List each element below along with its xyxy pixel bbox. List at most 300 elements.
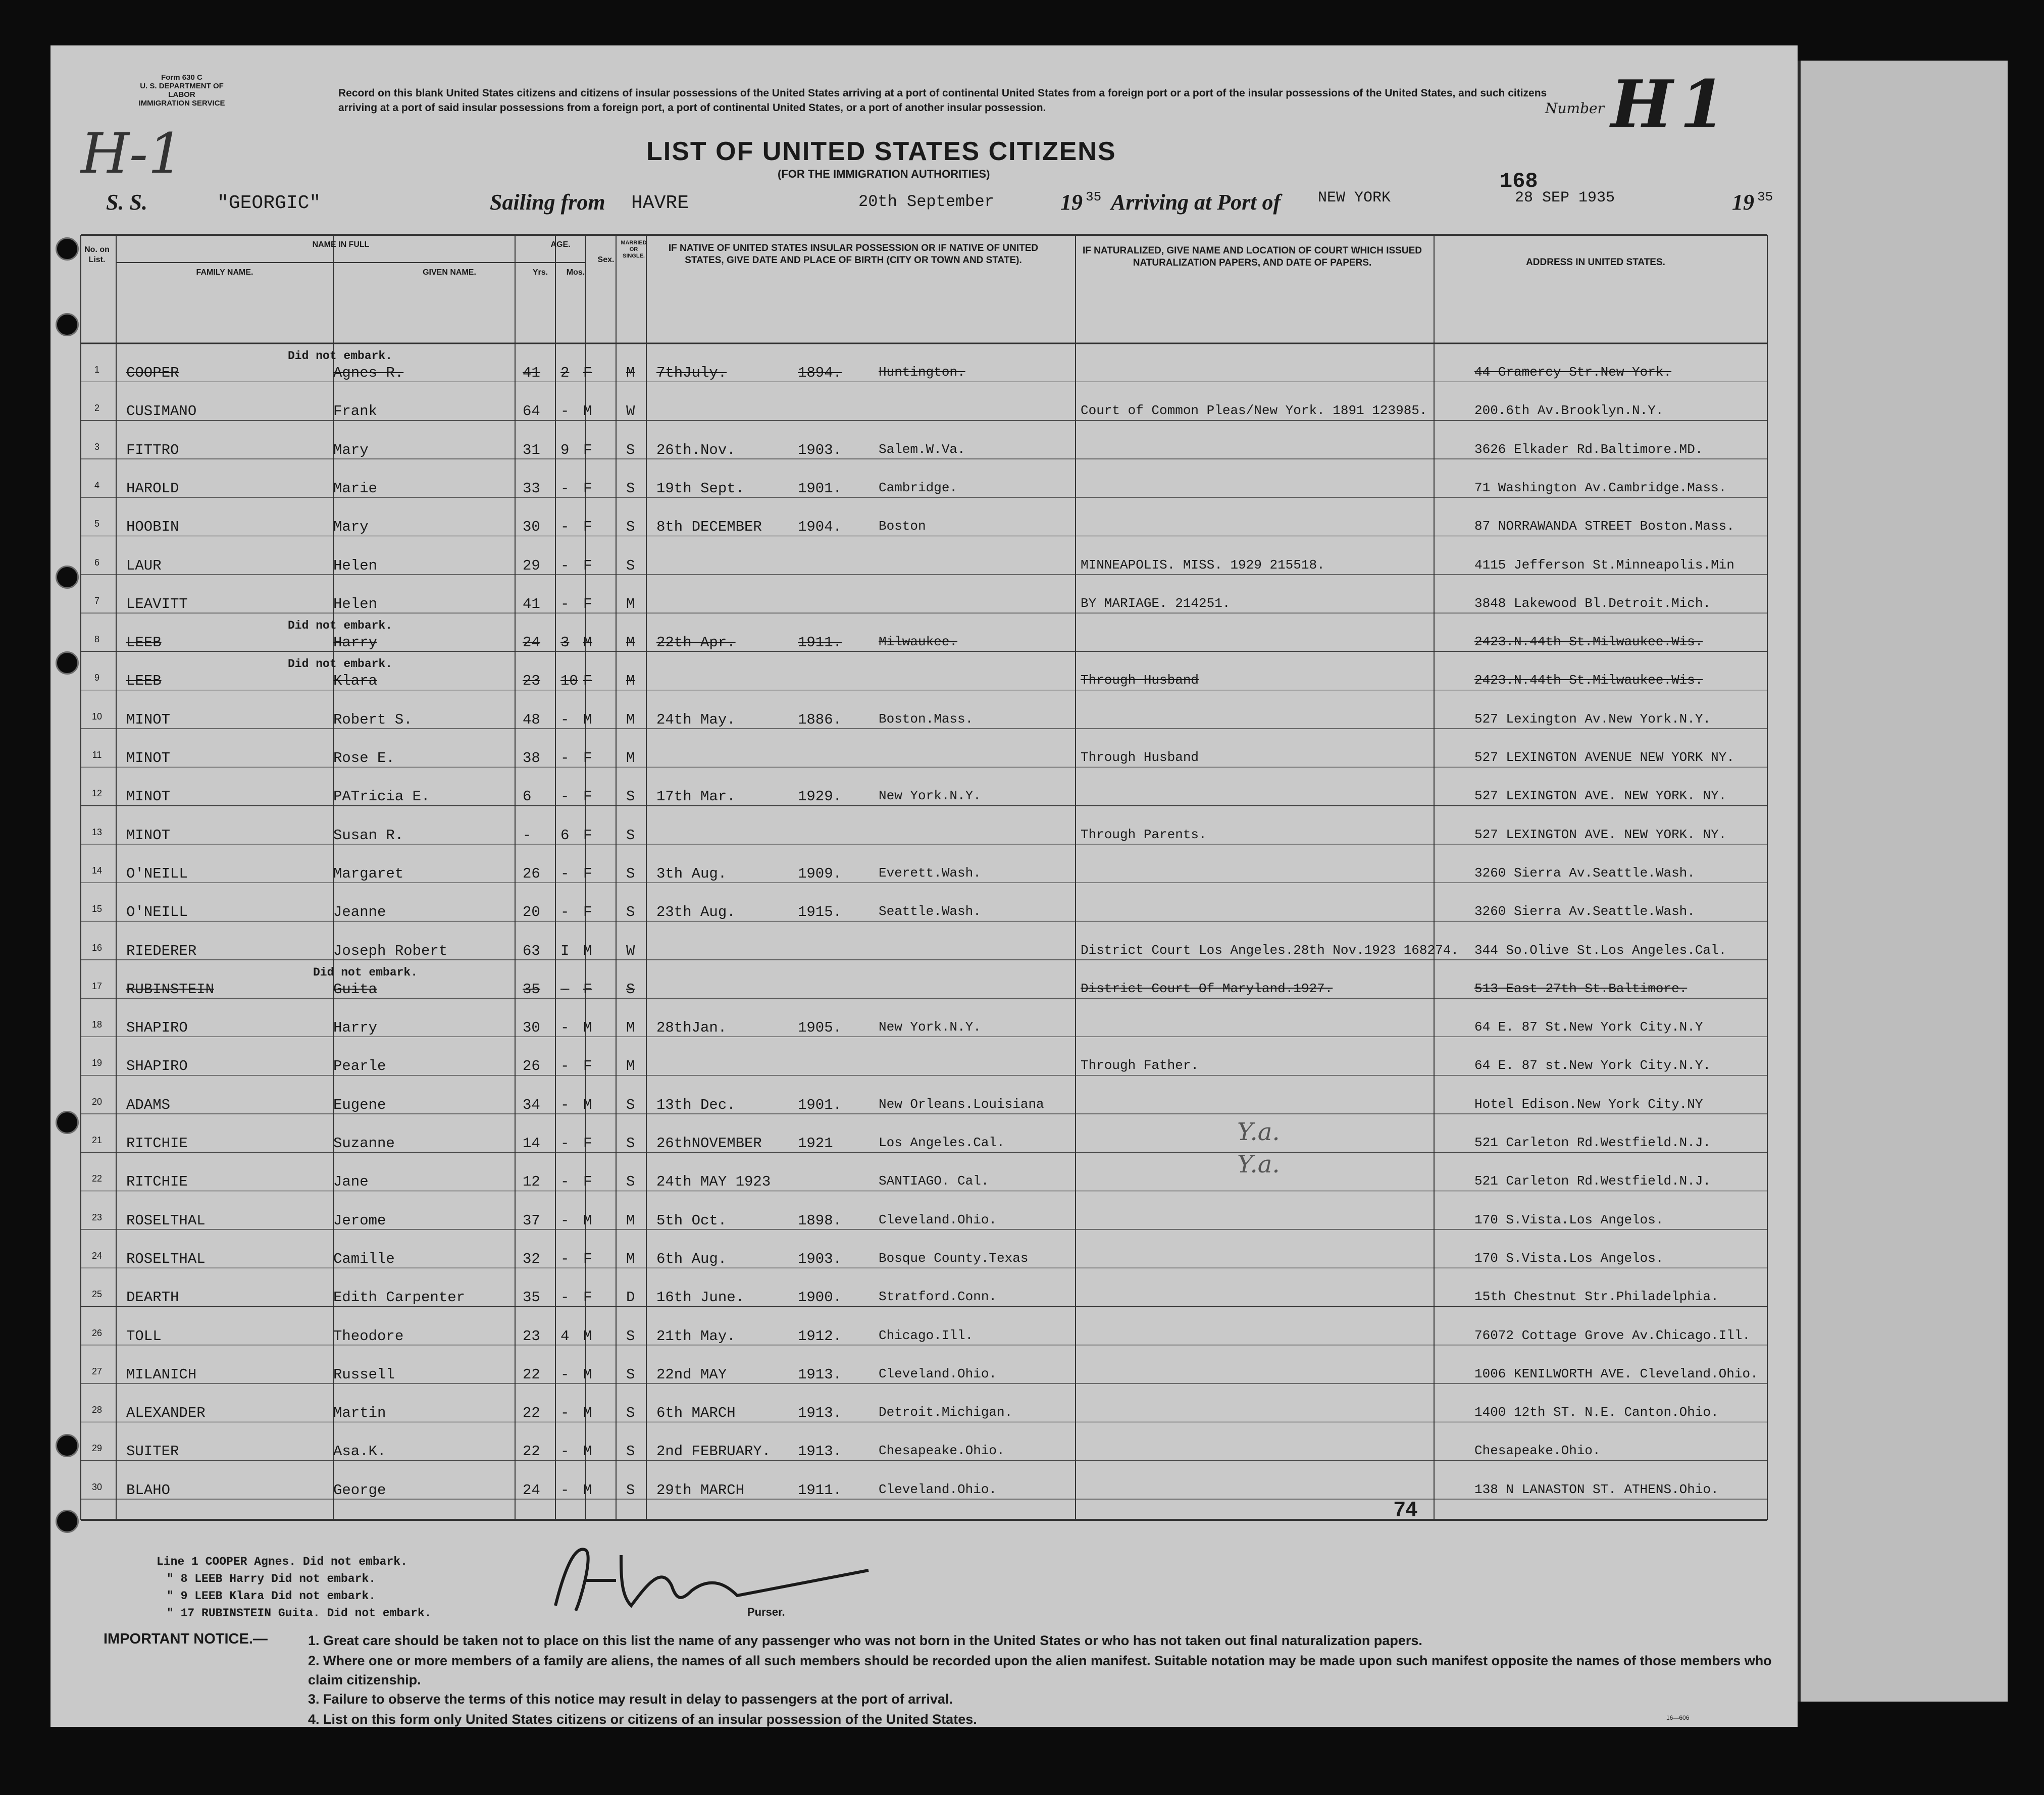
row-number: 28 [91,1405,103,1415]
us-address: 1400 12th ST. N.E. Canton.Ohio. [1474,1405,1719,1420]
sex: F [583,1173,592,1191]
naturalization-info: MINNEAPOLIS. MISS. 1929 215518. [1081,557,1325,573]
family-name: LEEB [126,634,162,651]
sex: F [583,981,592,998]
sex: M [583,634,592,651]
notice-item-1: 1. Great care should be taken not to place on this list the name of any passenger who was not born in the United States or who has not taken out final naturalization papers. [308,1633,1422,1648]
given-name: Susan R. [333,827,404,844]
age-years: 30 [523,1019,540,1037]
family-name: RITCHIE [126,1173,188,1191]
footer-note: Line 1 COOPER Agnes. Did not embark. [157,1555,407,1568]
marital-status: D [626,1289,635,1306]
header-name-in-full: NAME IN FULL [312,240,370,249]
given-name: Helen [333,557,378,574]
family-name: ADAMS [126,1096,171,1113]
row-number: 27 [91,1366,103,1376]
birth-place: New York.N.Y. [879,1019,981,1035]
service-name: IMMIGRATION SERVICE [138,99,225,108]
age-months: 2 [560,365,570,381]
us-address: 87 NORRAWANDA STREET Boston.Mass. [1474,519,1734,534]
age-months: - [560,1096,570,1113]
given-name: Klara [333,673,378,690]
given-name: Asa.K. [333,1443,386,1460]
us-address: 64 E. 87 st.New York City.N.Y. [1474,1058,1711,1073]
marital-status: S [626,1443,635,1460]
birth-date: 13th Dec. [656,1096,736,1113]
family-name: SHAPIRO [126,1058,188,1075]
department-name: U. S. DEPARTMENT OF LABOR [140,82,224,99]
family-name: RITCHIE [126,1135,188,1152]
age-years: - [523,827,532,844]
birth-place: Milwaukee. [879,634,958,650]
footer-note: " 17 RUBINSTEIN Guita. Did not embark. [167,1607,432,1620]
marital-status: M [626,595,635,612]
age-years: 26 [523,1058,540,1075]
given-name: Edith Carpenter [333,1289,466,1306]
age-years: 41 [523,595,540,612]
family-name: MINOT [126,750,171,766]
marital-status: M [626,1058,635,1075]
given-name: Pearle [333,1058,386,1075]
marital-status: S [626,1405,635,1422]
family-name: ROSELTHAL [126,1212,206,1229]
age-months: - [560,1173,570,1191]
footer-note: " 9 LEEB Klara Did not embark. [167,1589,376,1603]
family-name: MILANICH [126,1366,197,1383]
family-name: HOOBIN [126,519,179,536]
row-number: 29 [91,1443,103,1454]
birth-year: 1915. [798,904,842,921]
birth-place: Detroit.Michigan. [879,1405,1013,1420]
birth-date: 2nd FEBRUARY. [656,1443,771,1460]
birth-date: 21th May. [656,1327,736,1345]
sex: M [583,1212,592,1229]
us-address: 527 LEXINGTON AVENUE NEW YORK NY. [1474,750,1734,765]
birth-place: Chicago.Ill. [879,1327,974,1343]
family-name: COOPER [126,365,179,381]
birth-place: SANTIAGO. Cal. [879,1173,989,1189]
birth-date: 24th MAY 1923 [656,1173,771,1191]
year-prefix: 19 [1060,190,1083,215]
age-months: 3 [560,634,570,651]
us-address: Hotel Edison.New York City.NY [1474,1096,1703,1112]
sex: M [583,942,592,959]
purser-signature [545,1535,899,1621]
sex: F [583,1250,592,1267]
given-name: Rose E. [333,750,395,766]
age-years: 20 [523,904,540,921]
manifest-sheet [50,45,1798,1727]
age-years: 31 [523,441,540,458]
us-address: 527 LEXINGTON AVE. NEW YORK. NY. [1474,827,1727,842]
binder-hole [56,1111,79,1134]
family-name: ALEXANDER [126,1405,206,1422]
family-name: FITTRO [126,441,179,458]
age-months: - [560,1443,570,1460]
row-number: 1 [94,365,99,375]
family-name: SHAPIRO [126,1019,188,1037]
given-name: Jerome [333,1212,386,1229]
birth-date: 22nd MAY [656,1366,727,1383]
year-suffix: 35 [1086,189,1102,204]
birth-year: 1913. [798,1443,842,1460]
given-name: Suzanne [333,1135,395,1152]
row-number: 25 [91,1289,103,1300]
birth-year: 1929. [798,788,842,805]
given-name: Russell [333,1366,395,1383]
family-name: O'NEILL [126,865,188,882]
page-total: 74 [1394,1497,1417,1521]
sex: F [583,557,592,574]
birth-year: 1903. [798,441,842,458]
us-address: 170 S.Vista.Los Angelos. [1474,1212,1664,1227]
age-years: 22 [523,1443,540,1460]
birth-year: 1911. [798,634,842,651]
us-address: 4115 Jefferson St.Minneapolis.Min [1474,557,1734,573]
given-name: Helen [333,595,378,612]
purser-label: Purser. [747,1606,785,1618]
us-address: Chesapeake.Ohio. [1474,1443,1601,1459]
marital-status: S [626,865,635,882]
marital-status: M [626,711,635,728]
family-name: LEAVITT [126,595,188,612]
binder-hole [56,1510,79,1533]
us-address: 513 East 27th St.Baltimore. [1474,981,1688,996]
sex: F [583,865,592,882]
marital-status: S [626,788,635,805]
birth-date: 29th MARCH [656,1481,745,1499]
marital-status: M [626,365,635,381]
family-name: MINOT [126,788,171,805]
us-address: 44 Gramercy Str.New York. [1474,365,1672,380]
birth-place: Cleveland.Ohio. [879,1481,997,1497]
binder-hole [56,313,79,336]
us-address: 15th Chestnut Str.Philadelphia. [1474,1289,1719,1305]
handwritten-ya-1: Y.a. [1237,1118,1280,1146]
did-not-embark-note: Did not embark. [288,619,393,633]
age-years: 41 [523,365,540,381]
adjacent-page-edge [1798,61,2008,1702]
age-months: I [560,942,570,959]
number-value: H1 [1611,66,1733,143]
naturalization-info: Through Husband [1081,750,1199,765]
sex: F [583,788,592,805]
birth-year: 1901. [798,480,842,497]
given-name: Margaret [333,865,404,882]
row-number: 30 [91,1481,103,1492]
age-months: - [560,904,570,921]
given-name: Camille [333,1250,395,1267]
given-name: Harry [333,634,378,651]
row-number: 19 [91,1058,103,1068]
sex: M [583,711,592,728]
row-number: 18 [91,1019,103,1030]
row-number: 8 [94,634,99,645]
footer-note: " 8 LEEB Harry Did not embark. [167,1572,376,1585]
row-number: 4 [94,480,99,490]
us-address: 521 Carleton Rd.Westfield.N.J. [1474,1173,1711,1189]
birth-year: 1921 [798,1135,833,1152]
naturalization-info: District Court Of Maryland.1927. [1081,981,1333,996]
age-years: 23 [523,1327,540,1345]
birth-date: 24th May. [656,711,736,728]
header-no-on-list: No. on List. [84,245,110,264]
row-number: 7 [94,595,99,606]
birth-place: Bosque County.Texas [879,1250,1029,1266]
form-number: Form 630 C [161,73,202,82]
age-months: 10 [560,673,578,690]
family-name: LEEB [126,673,162,690]
age-months: - [560,519,570,536]
row-number: 21 [91,1135,103,1145]
us-address: 3260 Sierra Av.Seattle.Wash. [1474,865,1695,881]
us-address: 344 So.Olive St.Los Angeles.Cal. [1474,942,1727,958]
us-address: 200.6th Av.Brooklyn.N.Y. [1474,403,1664,419]
age-months: - [560,865,570,882]
sex: M [583,1405,592,1422]
binder-hole [56,651,79,675]
row-number: 22 [91,1173,103,1184]
birth-date: 8th DECEMBER [656,519,762,536]
birth-place: Boston.Mass. [879,711,974,727]
given-name: PATricia E. [333,788,430,805]
marital-status: S [626,519,635,536]
marital-status: S [626,1173,635,1191]
row-number: 24 [91,1250,103,1261]
row-number: 15 [91,904,103,914]
age-years: 64 [523,403,540,420]
family-name: DEARTH [126,1289,179,1306]
binder-hole [56,566,79,589]
header-mos: Mos. [566,268,585,277]
us-address: 2423.N.44th St.Milwaukee.Wis. [1474,634,1703,650]
us-address: 138 N LANASTON ST. ATHENS.Ohio. [1474,1481,1719,1497]
us-address: 1006 KENILWORTH AVE. Cleveland.Ohio. [1474,1366,1758,1381]
handwritten-ya-marks [1237,1116,1308,1181]
row-number: 12 [91,788,103,799]
form-code: 16—606 [1666,1714,1690,1721]
row-number: 13 [91,827,103,837]
row-number: 20 [91,1096,103,1107]
given-name: Theodore [333,1327,404,1345]
age-months: - [560,750,570,766]
given-name: Jane [333,1173,369,1191]
age-years: 29 [523,557,540,574]
age-years: 23 [523,673,540,690]
departure-port: HAVRE [631,192,689,214]
given-name: Mary [333,441,369,458]
row-number: 2 [94,403,99,414]
sex: F [583,904,592,921]
departure-date: 20th September [858,192,994,211]
us-address: 2423.N.44th St.Milwaukee.Wis. [1474,673,1703,688]
birth-place: Cleveland.Ohio. [879,1366,997,1381]
age-years: 38 [523,750,540,766]
did-not-embark-note: Did not embark. [288,657,393,671]
birth-year: 1898. [798,1212,842,1229]
row-number: 17 [91,981,103,991]
birth-date: 26th.Nov. [656,441,736,458]
birth-year: 1900. [798,1289,842,1306]
marital-status: M [626,634,635,651]
age-years: 33 [523,480,540,497]
handwritten-mark: H-1 [81,121,184,186]
marital-status: S [626,1327,635,1345]
birth-year: 1911. [798,1481,842,1499]
birth-date: 17th Mar. [656,788,736,805]
notice-item-3: 3. Failure to observe the terms of this notice may result in delay to passengers at the port of arrival. [308,1691,953,1707]
sex: F [583,1289,592,1306]
age-months: - [560,1250,570,1267]
birth-place: Los Angeles.Cal. [879,1135,1005,1150]
table-grid [50,45,1798,1727]
marital-status: S [626,557,635,574]
birth-year: 1909. [798,865,842,882]
marital-status: M [626,1250,635,1267]
age-years: 37 [523,1212,540,1229]
handwritten-ya-2: Y.a. [1237,1150,1280,1178]
header-age: AGE. [550,240,571,249]
row-number: 26 [91,1327,103,1338]
marital-status: M [626,673,635,690]
age-months: - [560,480,570,497]
age-years: 35 [523,981,540,998]
birth-date: 23th Aug. [656,904,736,921]
us-address: 527 LEXINGTON AVE. NEW YORK. NY. [1474,788,1727,804]
age-years: 26 [523,865,540,882]
notice-item-4: 4. List on this form only United States citizens or citizens of an insular possession of the United States. [308,1712,977,1727]
age-years: 24 [523,634,540,651]
family-name: ROSELTHAL [126,1250,206,1267]
us-address: 71 Washington Av.Cambridge.Mass. [1474,480,1727,495]
birth-date: 6th MARCH [656,1405,736,1422]
row-number: 6 [94,557,99,568]
age-years: 32 [523,1250,540,1267]
header-address: ADDRESS IN UNITED STATES. [1526,257,1665,268]
birth-year: 1904. [798,519,842,536]
age-years: 22 [523,1405,540,1422]
sex: F [583,827,592,844]
marital-status: S [626,1135,635,1152]
us-address: 527 Lexington Av.New York.N.Y. [1474,711,1711,727]
family-name: MINOT [126,827,171,844]
age-years: 24 [523,1481,540,1499]
given-name: Marie [333,480,378,497]
birth-date: 28thJan. [656,1019,727,1037]
birth-place: Cambridge. [879,480,958,495]
sex: F [583,365,592,381]
did-not-embark-note: Did not embark. [288,349,393,363]
header-birth-info: IF NATIVE OF UNITED STATES INSULAR POSSESSION OR IF NATIVE OF UNITED STATES, GIVE DATE AND PLACE OF BIRTH (CITY OR TOWN AND STATE). [668,243,1039,266]
year-prefix-2: 19 [1732,190,1754,215]
marital-status: M [626,1019,635,1037]
row-number: 14 [91,865,103,876]
marital-status: S [626,827,635,844]
sex: F [583,1058,592,1075]
notice-title: IMPORTANT NOTICE.— [104,1631,268,1647]
page-title: LIST OF UNITED STATES CITIZENS [646,137,1116,166]
us-address: 3626 Elkader Rd.Baltimore.MD. [1474,441,1703,457]
us-address: 64 E. 87 St.New York City.N.Y [1474,1019,1703,1035]
birth-year: 1905. [798,1019,842,1037]
header-yrs: Yrs. [532,268,548,277]
marital-status: M [626,1212,635,1229]
us-address: 170 S.Vista.Los Angelos. [1474,1250,1664,1266]
age-months: - [560,1289,570,1306]
naturalization-info: BY MARIAGE. 214251. [1081,595,1231,611]
family-name: RUBINSTEIN [126,981,215,998]
marital-status: S [626,441,635,458]
given-name: Frank [333,403,378,420]
birth-date: 5th Oct. [656,1212,727,1229]
family-name: TOLL [126,1327,162,1345]
ss-label: S. S. [106,190,147,215]
birth-place: Huntington. [879,365,965,380]
marital-status: S [626,904,635,921]
row-number: 10 [91,711,103,722]
family-name: MINOT [126,711,171,728]
header-given-name: GIVEN NAME. [423,268,476,277]
birth-date: 22th Apr. [656,634,736,651]
family-name: BLAHO [126,1481,171,1499]
arriving-label: Arriving at Port of [1111,190,1281,215]
birth-year: 1913. [798,1366,842,1383]
given-name: Joseph Robert [333,942,448,959]
birth-place: Everett.Wash. [879,865,981,881]
sex: M [583,1019,592,1037]
birth-date: 6th Aug. [656,1250,727,1267]
binder-hole [56,237,79,261]
us-address: 521 Carleton Rd.Westfield.N.J. [1474,1135,1711,1150]
birth-year: 1913. [798,1405,842,1422]
given-name: Mary [333,519,369,536]
row-number: 9 [94,673,99,683]
birth-place: Boston [879,519,926,534]
header-family-name: FAMILY NAME. [196,268,253,277]
family-name: CUSIMANO [126,403,197,420]
row-number: 16 [91,942,103,953]
birth-place: Chesapeake.Ohio. [879,1443,1005,1459]
header-sex: Sex. [597,255,615,264]
sex: F [583,595,592,612]
birth-date: 19th Sept. [656,480,745,497]
age-months: - [560,1058,570,1075]
birth-year: 1901. [798,1096,842,1113]
sex: M [583,1327,592,1345]
naturalization-info: Court of Common Pleas/New York. 1891 123985. [1081,403,1427,419]
arrival-port: NEW YORK [1318,189,1391,207]
year-suffix-2: 35 [1757,189,1773,204]
family-name: RIEDERER [126,942,197,959]
given-name: George [333,1481,386,1499]
birth-place: Stratford.Conn. [879,1289,997,1305]
birth-year: 1912. [798,1327,842,1345]
row-number: 3 [94,441,99,452]
us-address: 3260 Sierra Av.Seattle.Wash. [1474,904,1695,919]
us-address: 3848 Lakewood Bl.Detroit.Mich. [1474,595,1711,611]
page-subtitle: (FOR THE IMMIGRATION AUTHORITIES) [778,168,990,180]
marital-status: S [626,1096,635,1113]
family-name: O'NEILL [126,904,188,921]
birth-date: 16th June. [656,1289,745,1306]
form-instructions: Record on this blank United States citizens and citizens of insular possessions of the United States arriving at a port of continental United States from a foreign port or a port of the insular possessions of the United States, and such citizens arriving at a port of said insular possessions from a foreign port, a port of continental United States, or a port of another insular possession. [338,87,1547,114]
notice-item-2: 2. Where one or more members of a family are aliens, the names of all such members should be recorded upon the alien manifest. Suitable notation may be made upon such manifest opposite the names of those members who claim citizenship. [308,1653,1772,1687]
age-months: - [560,1366,570,1383]
did-not-embark-note: Did not embark. [313,965,418,979]
age-months: - [560,1019,570,1037]
age-months: - [560,981,570,998]
age-years: 14 [523,1135,540,1152]
